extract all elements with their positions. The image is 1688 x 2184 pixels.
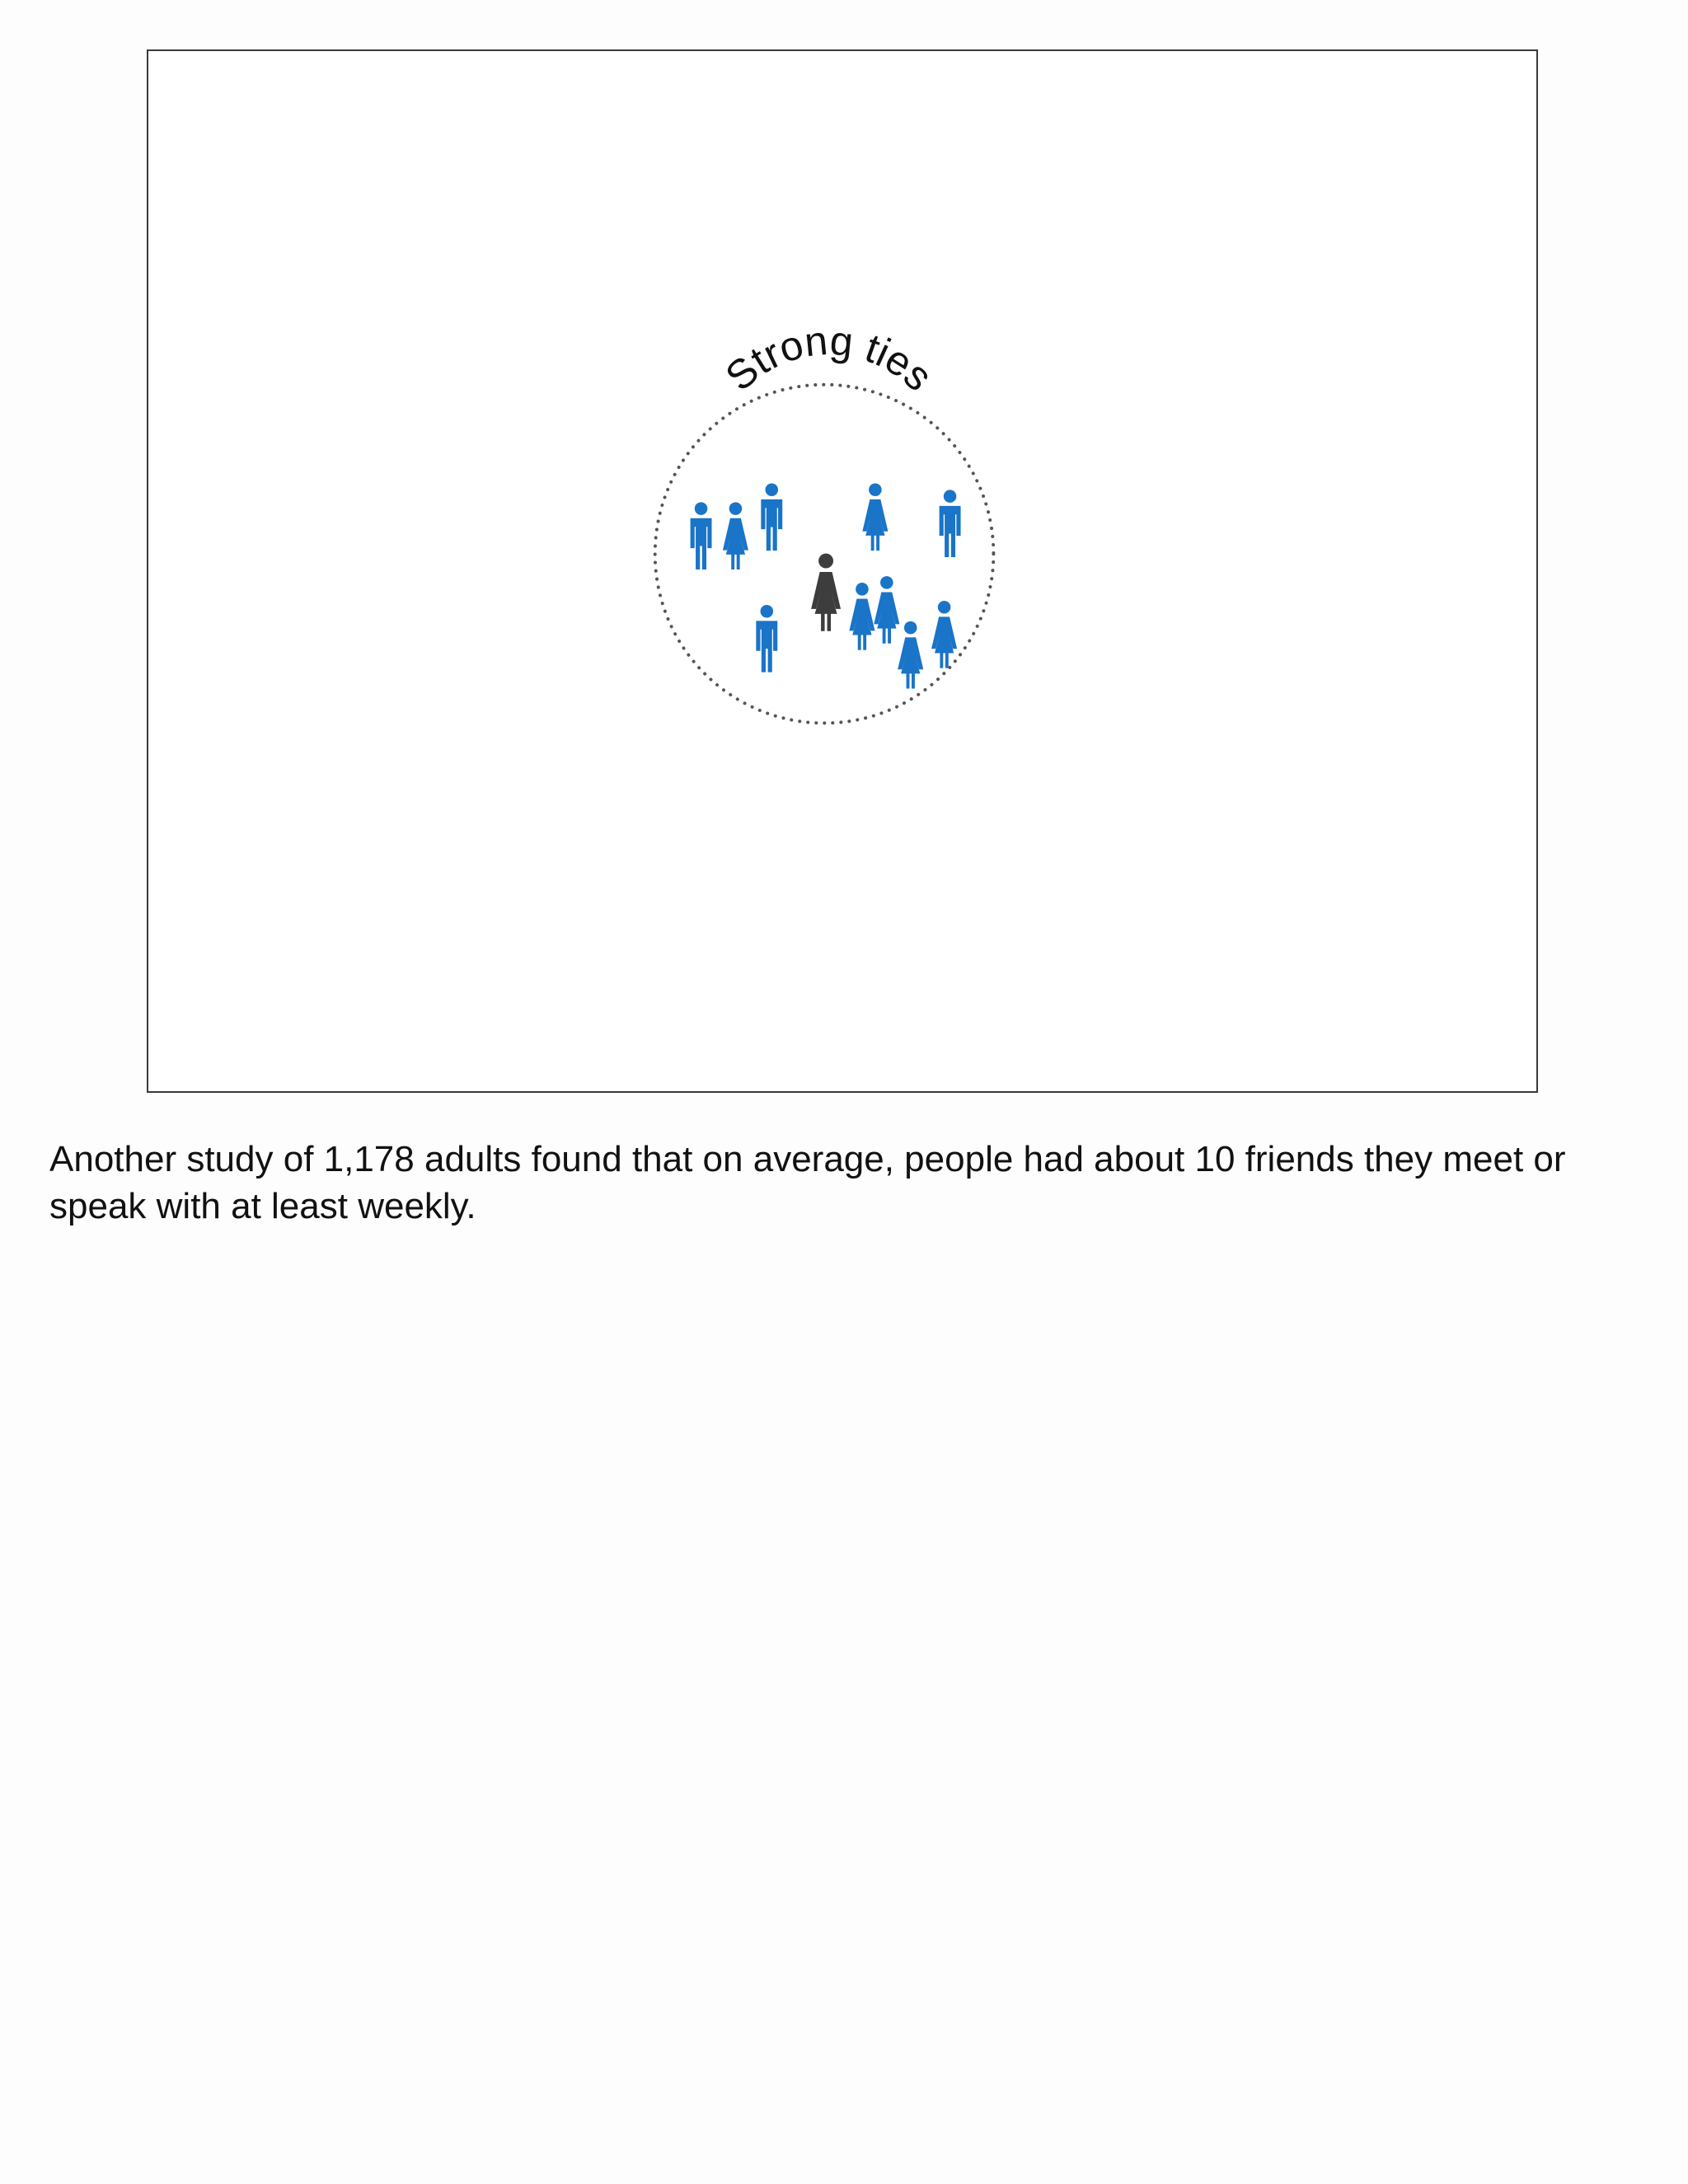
slide-frame [147, 49, 1538, 1093]
woman-icon [931, 601, 957, 668]
man-icon [756, 605, 777, 673]
woman-icon [849, 583, 874, 650]
person-icon [811, 554, 841, 631]
strong-ties-label-path: Strong ties [716, 316, 942, 401]
woman-icon [874, 576, 899, 644]
woman-icon [898, 621, 923, 689]
strong-ties-diagram [148, 51, 1536, 1091]
presenter-notes: Another study of 1,178 adults found that on average, people had about 10 friends they meet or speak with at least weekly. [49, 1139, 1566, 1226]
man-icon [761, 483, 782, 551]
man-icon [691, 502, 712, 569]
self-figure [811, 554, 841, 631]
man-icon [940, 490, 961, 557]
strong-ties-label [716, 317, 941, 400]
woman-icon [723, 502, 748, 569]
woman-icon [862, 483, 888, 551]
